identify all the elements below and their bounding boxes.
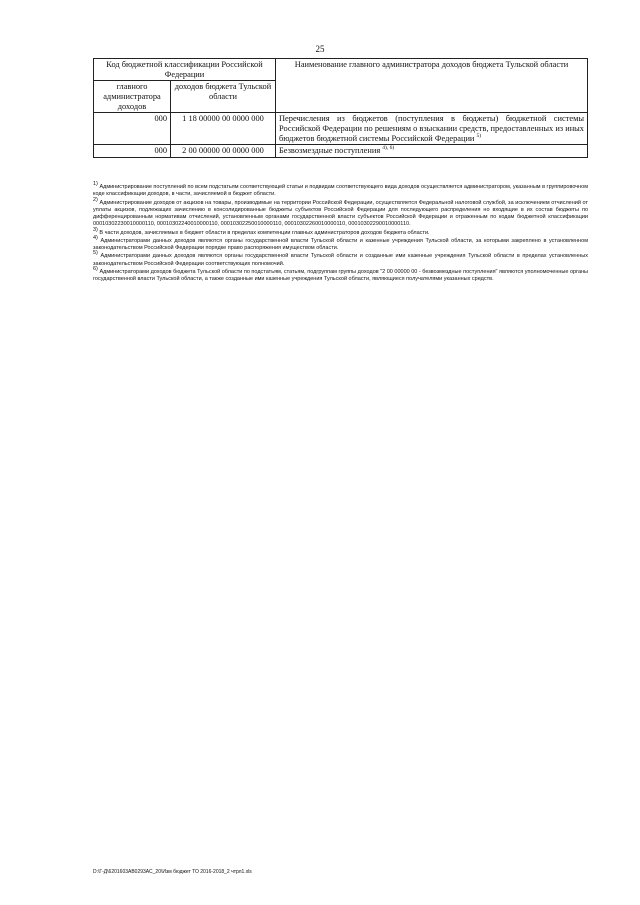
footnote-text: В части доходов, зачисляемых в бюджет области в пределах компетенции главных администраторов доходов бюджета области. xyxy=(99,229,430,236)
footnote-text: Администраторами данных доходов являются органы государственной власти Тульской области и казенные учреждения Тульской области, за которыми закреплено в установленном законодательством Российской Федерации порядке право распоряжения имуществом области. xyxy=(93,237,589,251)
header-admin: главного администратора доходов xyxy=(94,81,171,113)
income-code-cell: 1 18 00000 00 0000 000 xyxy=(171,113,276,145)
footnote-mark: 5) xyxy=(93,250,98,257)
footnote-text: Администраторами доходов бюджета Тульской области по подстатьям, статьям, подгруппам группы доходов "2 00 00000 00 - безвозмездные поступления" являются уполномоченные органы государственной власти Тульской области, а также созданные ими казенные учреждения Тульской области, являющиеся получателями указанных средств. xyxy=(93,268,589,282)
footnote-ref: 5) xyxy=(476,132,482,139)
income-code-cell: 2 00 00000 00 0000 000 xyxy=(171,145,276,158)
footnote-text: Администрирование поступлений по всем подстатьям соответствующей статьи и подвидам соответствующего вида доходов осуществляется администратором, указанным в группировочном коде классификации доходов, в части, зачисляемой в бюджет области. xyxy=(93,184,588,198)
footnote xyxy=(93,234,589,253)
footnotes xyxy=(93,181,589,284)
header-name: Наименование главного администратора доходов бюджета Тульской области xyxy=(276,59,588,113)
footnote xyxy=(93,196,589,229)
footnote-ref: 4), 6) xyxy=(382,145,395,152)
footnote xyxy=(93,181,588,199)
income-name-cell xyxy=(276,113,588,145)
table-row xyxy=(94,113,588,145)
footnote-text: Администраторами данных доходов являются органы государственной власти Тульской области и созданные ими казенные учреждения Тульской области в пределах установленных законодательством Российской Федерации соответствующих полномочий. xyxy=(93,253,588,267)
footnote-mark: 2) xyxy=(93,196,98,203)
income-name: Безвозмездные поступления xyxy=(279,146,381,156)
table-header-row xyxy=(94,59,588,81)
income-name: Перечисления из бюджетов (поступления в бюджеты) бюджетной системы Российской Федерации по решениям о взыскании средств, предоставленных из иных бюджетов бюджетной системы Российской Федерации xyxy=(279,114,584,143)
file-path-footer: D:\Г-Д\6201603АВ0293АС_20\Изм бюджет ТО 2016-2018_2 чтрл1.xls xyxy=(93,869,252,875)
footnote-mark: 3) xyxy=(93,226,98,233)
footnote xyxy=(93,226,588,237)
footnote xyxy=(93,265,589,284)
footnote-text: Администрирование доходов от акцизов на товары, производимые на территории Российской Федерации, осуществляется Федеральной налоговой службой, за исключением отчислений от уплаты акцизов, подлежащих зачислению в консолидированные бюджеты субъектов Российской Федерации для последующего распределения но входящие в их состав бюджеты по дифференцированным нормативам отчислений, установленным органами государственной власти субъектов Российской Федерации и отраженным по кодам бюджетной классификации 00010302230010000110, 00010302240010000110, 00010302250010000110, 00010302260010000110, 00010302290010000110. xyxy=(93,199,589,228)
header-code: Код бюджетной классификации Российской Федерации xyxy=(94,59,276,81)
budget-classification-table xyxy=(93,58,588,158)
header-income: доходов бюджета Тульской области xyxy=(171,81,276,113)
footnote-mark: 1) xyxy=(93,181,98,188)
admin-code-cell: 000 xyxy=(94,113,171,145)
footnote xyxy=(93,250,588,268)
footnote-mark: 6) xyxy=(93,265,98,272)
page-number: 25 xyxy=(315,44,325,54)
table-row xyxy=(94,145,588,158)
admin-code-cell: 000 xyxy=(94,145,171,158)
income-name-cell xyxy=(276,145,588,158)
footnote-mark: 4) xyxy=(93,234,98,241)
